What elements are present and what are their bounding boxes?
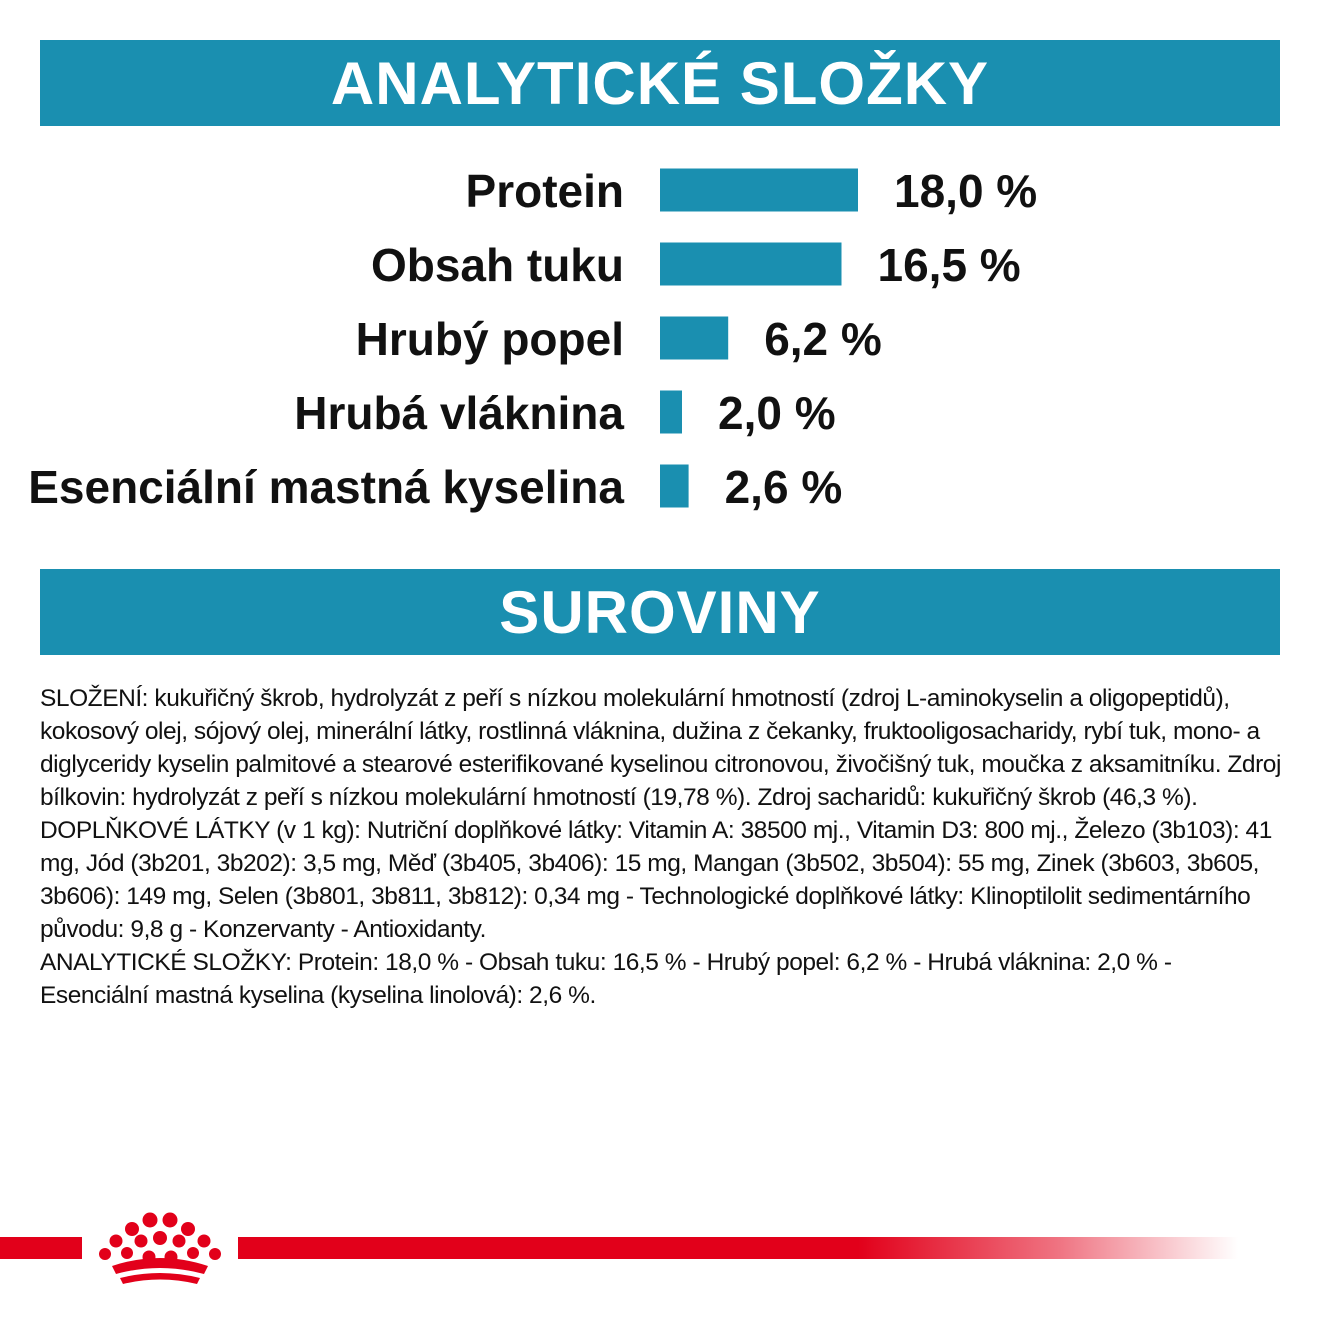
additives-paragraph: DOPLŇKOVÉ LÁTKY (v 1 kg): Nutriční doplňkové látky: Vitamin A: 38500 mj., Vitamin D3: 800 mj., Železo (3b103): 41 mg, Jód (3b201, 3b202): 3,5 mg, Měď (3b405, 3b406): 15 mg, Mangan (3b502, 3b504): 55 mg, Zinek (3b603, 3b605, 3b606): 149 mg, Selen (3b801, 3b811, 3b812): 0,34 mg - Technologické doplňkové látky: Klinoptilolit sedimentárního původu: 9,8 g - Konzervanty - Antioxidanty.	[40, 817, 1272, 943]
composition-paragraph: SLOŽENÍ: kukuřičný škrob, hydrolyzát z peří s nízkou molekulární hmotností (zdroj L-aminokyselin a oligopeptidů), kokosový olej, sójový olej, minerální látky, rostlinná vláknina, dužina z čekanky, fruktooligosacharidy, rybí tuk, mono- a diglyceridy kyselin palmitové a stearové esterifikované kyselinou citronovou, živočišný tuk, moučka z aksamitníku. Zdroj bílkovin: hydrolyzát z peří s nízkou molekulární hmotností (19,78 %). Zdroj sacharidů: kukuřičný škrob (46,3 %).	[40, 685, 1281, 811]
analytic-components-chart	[0, 150, 1320, 530]
ingredients-title: SUROVINY	[499, 578, 821, 646]
crown-logo-icon	[92, 1208, 228, 1290]
value-label-esencialni-mastna-kyselina: 2,6 %	[724, 461, 843, 513]
category-label-obsah-tuku: Obsah tuku	[370, 239, 624, 291]
footer-red-line-left	[0, 1237, 82, 1259]
ingredients-text	[40, 682, 1285, 1012]
analytic-paragraph: ANALYTICKÉ SLOŽKY: Protein: 18,0 % - Obsah tuku: 16,5 % - Hrubý popel: 6,2 % - Hrubá vláknina: 2,0 % - Esenciální mastná kyselina (kyselina linolová): 2,6 %.	[40, 949, 1172, 1009]
value-label-hruba-vlaknina: 2,0 %	[718, 387, 836, 439]
category-label-hruba-vlaknina: Hrubá vláknina	[294, 387, 624, 439]
value-label-protein: 18,0 %	[894, 165, 1038, 217]
footer-red-line-right	[238, 1237, 1238, 1259]
analytic-components-banner	[40, 40, 1280, 126]
bar-protein	[660, 169, 858, 212]
category-label-esencialni-mastna-kyselina: Esenciální mastná kyselina	[28, 461, 624, 513]
category-label-protein: Protein	[465, 165, 624, 217]
bar-esencialni-mastna-kyselina	[660, 465, 689, 508]
analytic-components-title: ANALYTICKÉ SLOŽKY	[330, 49, 990, 117]
category-label-hruby-popel: Hrubý popel	[355, 313, 624, 365]
bar-obsah-tuku	[660, 243, 842, 286]
value-label-hruby-popel: 6,2 %	[764, 313, 882, 365]
ingredients-banner	[40, 569, 1280, 655]
value-label-obsah-tuku: 16,5 %	[877, 239, 1021, 291]
bar-hruba-vlaknina	[660, 391, 682, 434]
bar-hruby-popel	[660, 317, 728, 360]
